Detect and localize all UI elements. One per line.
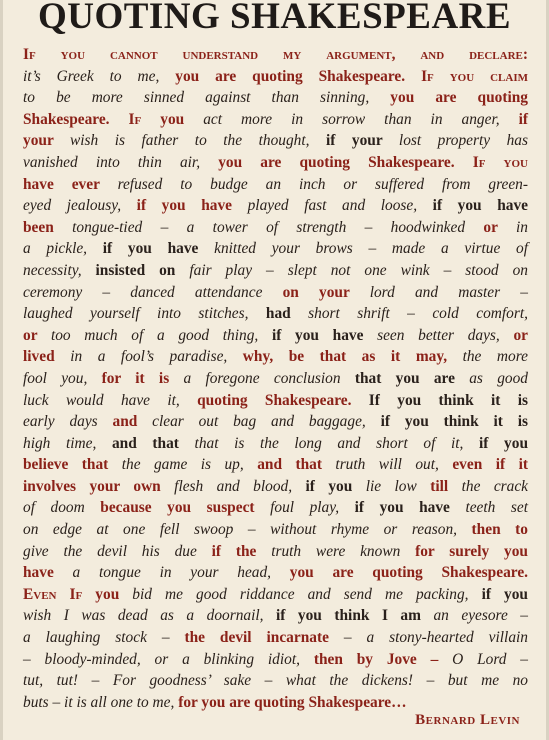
text-segment: insisted on [95,261,190,279]
text-segment: you are quoting Shakespeare. [175,67,422,85]
text-segment: for you are quoting Shakespeare… [178,693,407,711]
text-segment: if you think it is [380,413,528,431]
text-segment: too much of a good thing, [50,326,272,344]
text-segment: then to [471,521,528,539]
text-segment: bid me good riddance and send me packing, [132,585,482,603]
text-line [23,649,528,671]
text-line [23,87,528,109]
text-line [23,152,528,174]
text-segment: or [513,326,528,344]
text-line [23,497,528,519]
text-segment: on edge at one fell swoop – without rhyme or reason, [23,521,472,539]
text-segment: foul play, [270,499,355,517]
text-segment: suspect [206,499,271,517]
text-segment: you are quoting [390,89,528,107]
text-line [23,325,528,347]
text-segment: the more [462,348,528,366]
text-segment: your [23,132,71,150]
text-segment: eyed jealousy, [23,197,137,215]
text-segment: because you [100,499,207,517]
text-segment: teeth set [465,499,528,517]
text-segment: if your [325,132,399,150]
text-segment: and that [257,456,336,474]
text-segment: seen better days, [377,326,514,344]
text-segment: the game is up, [121,456,258,474]
text-segment: truth will out, [335,456,453,474]
text-line [23,411,528,433]
text-line [23,433,528,455]
text-segment: the crack [461,477,528,495]
text-segment: believe that [23,456,122,474]
text-segment: knitted your brows – made a virtue of [214,240,529,258]
quote-body [23,44,528,713]
text-line [23,217,528,239]
text-segment: you [160,110,204,128]
text-segment: as good [469,369,528,387]
text-segment: that you are [354,369,470,387]
text-segment: vanished into thin air, [23,153,219,171]
page-title: QUOTING SHAKESPEARE [37,0,512,37]
text-segment: played fast and loose, [247,197,433,215]
text-line [23,627,528,649]
text-segment: short shrift – cold comfort, [308,305,528,323]
text-segment: early days [23,413,113,431]
text-line [23,454,528,476]
text-line [23,390,528,412]
text-segment: If you cannot understand my argument, and declare: [23,46,528,63]
text-segment: for it is [101,369,184,387]
text-segment: to be more sinned against than sinning, [23,89,391,107]
text-segment: necessity, [23,261,96,279]
text-segment: in [516,218,528,236]
text-segment: if you think I am [276,607,434,625]
text-segment: fair play – slept not one wink – stood on [189,261,528,279]
text-line [23,130,528,152]
text-segment: wish I was dead as a doornail, [23,607,276,625]
author-signature: Bernard Levin [415,712,520,728]
text-segment: the devil incarnate [184,629,344,647]
text-segment: luck would have it, [23,391,198,409]
text-segment: a foregone conclusion [183,369,355,387]
text-segment: of doom [23,499,101,517]
text-segment: or [23,326,51,344]
text-segment: give the devil his due [23,542,212,560]
text-segment: or [483,218,517,236]
text-segment: if you have [136,197,248,215]
text-segment: had [265,305,309,323]
text-segment: a pickle, [23,240,103,258]
text-segment: buts – it is all one to me, [23,693,179,711]
text-segment: have ever [23,175,118,193]
text-segment: if you have [432,197,528,215]
text-segment: laughed yourself into stitches, [23,305,266,323]
text-segment: lie low [365,477,431,495]
text-line [23,303,528,325]
text-segment: if you have [354,499,466,517]
text-segment: If you [472,153,528,171]
text-segment: it’s Greek to me, [23,67,176,85]
text-line [23,66,528,88]
text-line [23,670,528,692]
text-line [23,260,528,282]
text-segment: have [23,564,73,582]
text-line [23,282,528,304]
text-segment: if [518,110,528,128]
text-segment: then by Jove – [313,650,453,668]
text-segment: if you [481,585,528,603]
text-segment: in a fool’s paradise, [70,348,243,366]
text-line [23,476,528,498]
text-line [23,541,528,563]
text-segment: Even If [23,585,96,603]
text-line [23,238,528,260]
text-segment: if you [479,434,529,452]
text-segment: wish is father to the thought, [70,132,326,150]
text-line [23,562,528,584]
text-segment: that is the long and short of it, [194,434,480,452]
text-segment: Shakespeare. [23,110,129,128]
text-segment: a tongue in your head, [72,564,290,582]
text-segment: lived [23,348,71,366]
text-line [23,44,528,66]
text-segment: if you have [271,326,378,344]
text-line [23,368,528,390]
text-segment: if you have [102,240,215,258]
text-segment: – a stony-hearted villain [343,629,528,647]
text-segment: flesh and blood, [174,477,306,495]
text-line [23,584,528,606]
text-segment: you [95,585,133,603]
text-line [23,605,528,627]
text-segment: an eyesore – [433,607,528,625]
text-line [23,692,528,714]
text-segment: for surely you [415,542,528,560]
text-line [23,174,528,196]
text-line [23,519,528,541]
text-segment: till [430,477,462,495]
text-segment: ceremony – danced attendance [23,283,283,301]
text-segment: lord and master – [369,283,528,301]
text-segment: O Lord – [452,650,528,668]
text-segment: tongue-tied – a tower of strength – hoodwinked [72,218,484,236]
text-line [23,346,528,368]
text-segment: been [23,218,73,236]
text-segment: involves your own [23,477,175,495]
text-segment: you are quoting Shakespeare. [218,153,473,171]
text-segment: fool you, [23,369,102,387]
text-line [23,109,528,131]
text-segment: if the [211,542,272,560]
text-segment: even if it [452,456,528,474]
text-segment: a laughing stock – [23,629,185,647]
text-segment: if you [305,477,366,495]
text-segment: high time, [23,434,112,452]
text-segment: If you think it is [368,391,528,409]
text-line [23,195,528,217]
text-segment: – bloody-minded, or a blinking idiot, [23,650,314,668]
text-segment: act more in sorrow than in anger, [203,110,519,128]
text-segment: clear out bag and baggage, [152,413,381,431]
text-segment: If you claim [421,67,528,85]
text-segment: quoting Shakespeare. [197,391,369,409]
text-segment: lost property has [398,132,528,150]
text-segment: tut, tut! – For goodness’ sake – what the dickens! – but me no [23,672,528,690]
text-segment: why, be that as it may, [242,348,463,366]
text-segment: refused to budge an inch or suffered from green- [117,175,528,193]
text-segment: If [128,110,161,128]
text-segment: and [112,413,153,431]
text-segment: on your [282,283,370,301]
text-segment: you are quoting Shakespeare. [289,564,528,582]
text-segment: truth were known [271,542,416,560]
text-segment: and that [111,434,195,452]
